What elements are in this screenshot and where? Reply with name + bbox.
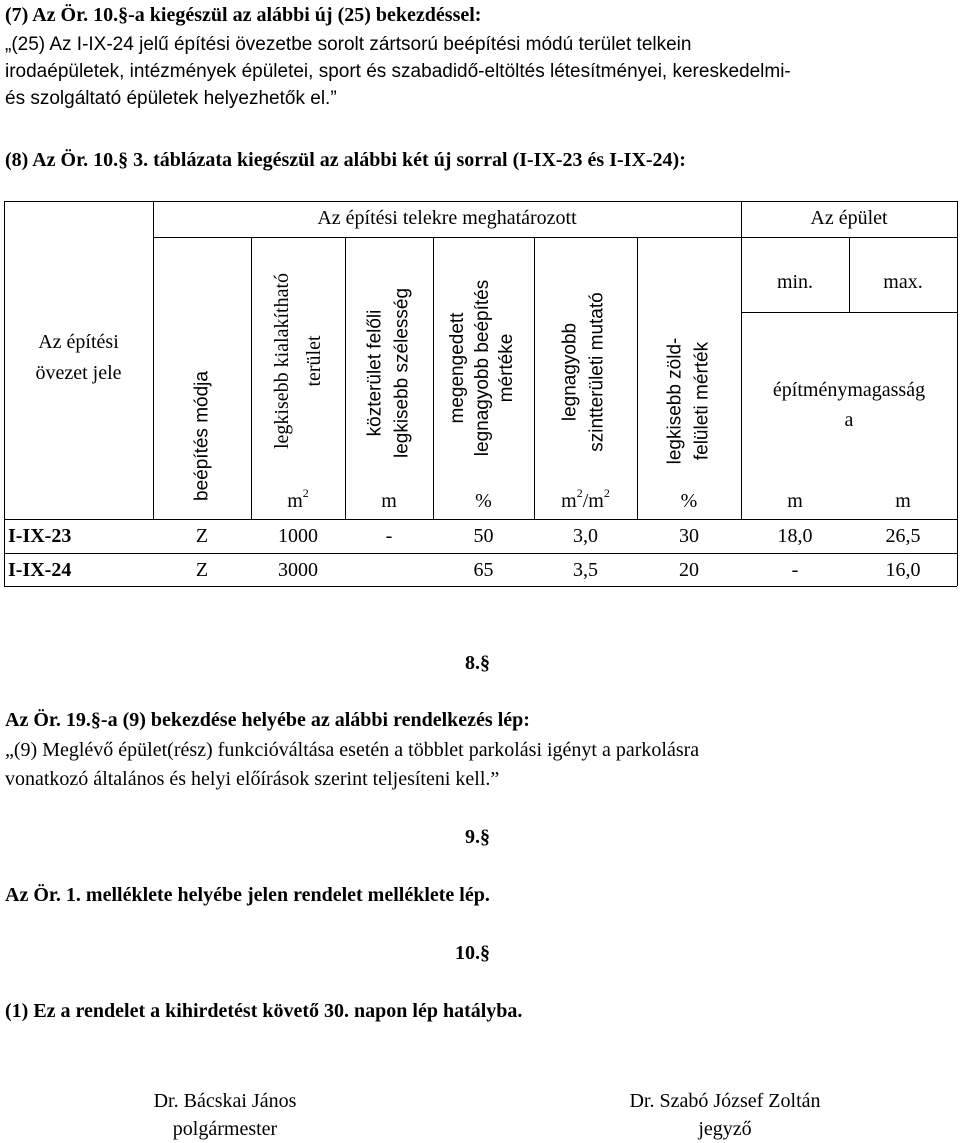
building-height-label: építménymagasság a <box>772 379 926 431</box>
paragraph-8-quote-line1: „(9) Meglévő épület(rész) funkcióváltása esetén a többlet parkolási igényt a parkolásra <box>5 739 700 761</box>
coverage-value: 65 <box>473 559 494 581</box>
section7-heading: (7) Az Ör. 10.§-a kiegészül az alábbi új (25) bekezdéssel: <box>5 4 482 26</box>
zone-code: I-IX-24 <box>8 559 72 581</box>
paragraph-8-heading: Az Ör. 19.§-a (9) bekezdése helyébe az alábbi rendelkezés lép: <box>5 709 530 731</box>
height-min-value: - <box>791 559 799 581</box>
group-header-building: Az épület <box>810 207 888 229</box>
signature-notary <box>565 1087 885 1143</box>
far-value: 3,0 <box>573 525 598 547</box>
unit-far: $m^2/m^2$ <box>561 486 610 512</box>
min-label: min. <box>776 271 814 293</box>
signature-mayor-name: Dr. Bácskai János <box>153 1090 297 1112</box>
section7-quote-line2: irodaépületek, intézmények épületei, sport és szabadidő-eltöltés létesítményei, kereskedelmi- <box>5 61 791 82</box>
signature-mayor-title: polgármester <box>172 1118 278 1140</box>
min-width-value: - <box>385 525 393 547</box>
unit-area: $m^2$ <box>287 486 309 512</box>
max-label: max. <box>883 271 923 293</box>
min-area-value: 3000 <box>278 559 318 581</box>
height-min-value: 18,0 <box>777 525 813 547</box>
paragraph-9-number: 9.§ <box>465 826 490 848</box>
zone-header: Az építési övezet jele <box>35 331 122 384</box>
unit-height-min: m <box>787 490 803 512</box>
height-max-value: 26,5 <box>885 525 921 547</box>
green-value: 20 <box>679 559 699 581</box>
min-area-value: 1000 <box>278 525 318 547</box>
unit-green: % <box>680 490 698 512</box>
green-value: 30 <box>679 525 699 547</box>
group-header-plot: Az építési telekre meghatározott <box>317 207 577 229</box>
section7-quote-line3: és szolgáltató épületek helyezhetők el.” <box>5 88 337 109</box>
paragraph-9-text: Az Ör. 1. melléklete helyébe jelen rendelet melléklete lép. <box>5 884 490 906</box>
coverage-value: 50 <box>473 525 494 547</box>
unit-coverage: % <box>475 490 492 512</box>
zone-code: I-IX-23 <box>8 525 72 547</box>
building-mode: Z <box>195 525 209 547</box>
building-mode: Z <box>195 559 209 581</box>
signature-notary-title: jegyző <box>698 1118 752 1140</box>
far-value: 3,5 <box>573 559 598 581</box>
signature-notary-name: Dr. Szabó József Zoltán <box>629 1090 821 1112</box>
paragraph-8-number: 8.§ <box>465 652 490 674</box>
unit-width: m <box>381 490 397 512</box>
paragraph-10-text: (1) Ez a rendelet a kihirdetést követő 30. napon lép hatályba. <box>5 1000 523 1022</box>
section8-heading: (8) Az Ör. 10.§ 3. táblázata kiegészül az alábbi két új sorral (I-IX-23 és I-IX-24): <box>5 149 686 171</box>
unit-height-max: m <box>895 490 911 512</box>
height-max-value: 16,0 <box>885 559 921 581</box>
paragraph-10-number: 10.§ <box>455 942 490 964</box>
signature-mayor <box>100 1087 350 1143</box>
section7-quote-line1: „(25) Az I-IX-24 jelű építési övezetbe sorolt zártsorú beépítési módú terület telkein <box>5 34 692 55</box>
paragraph-8-quote-line2: vonatkozó általános és helyi előírások szerint teljesíteni kell.” <box>5 768 500 790</box>
